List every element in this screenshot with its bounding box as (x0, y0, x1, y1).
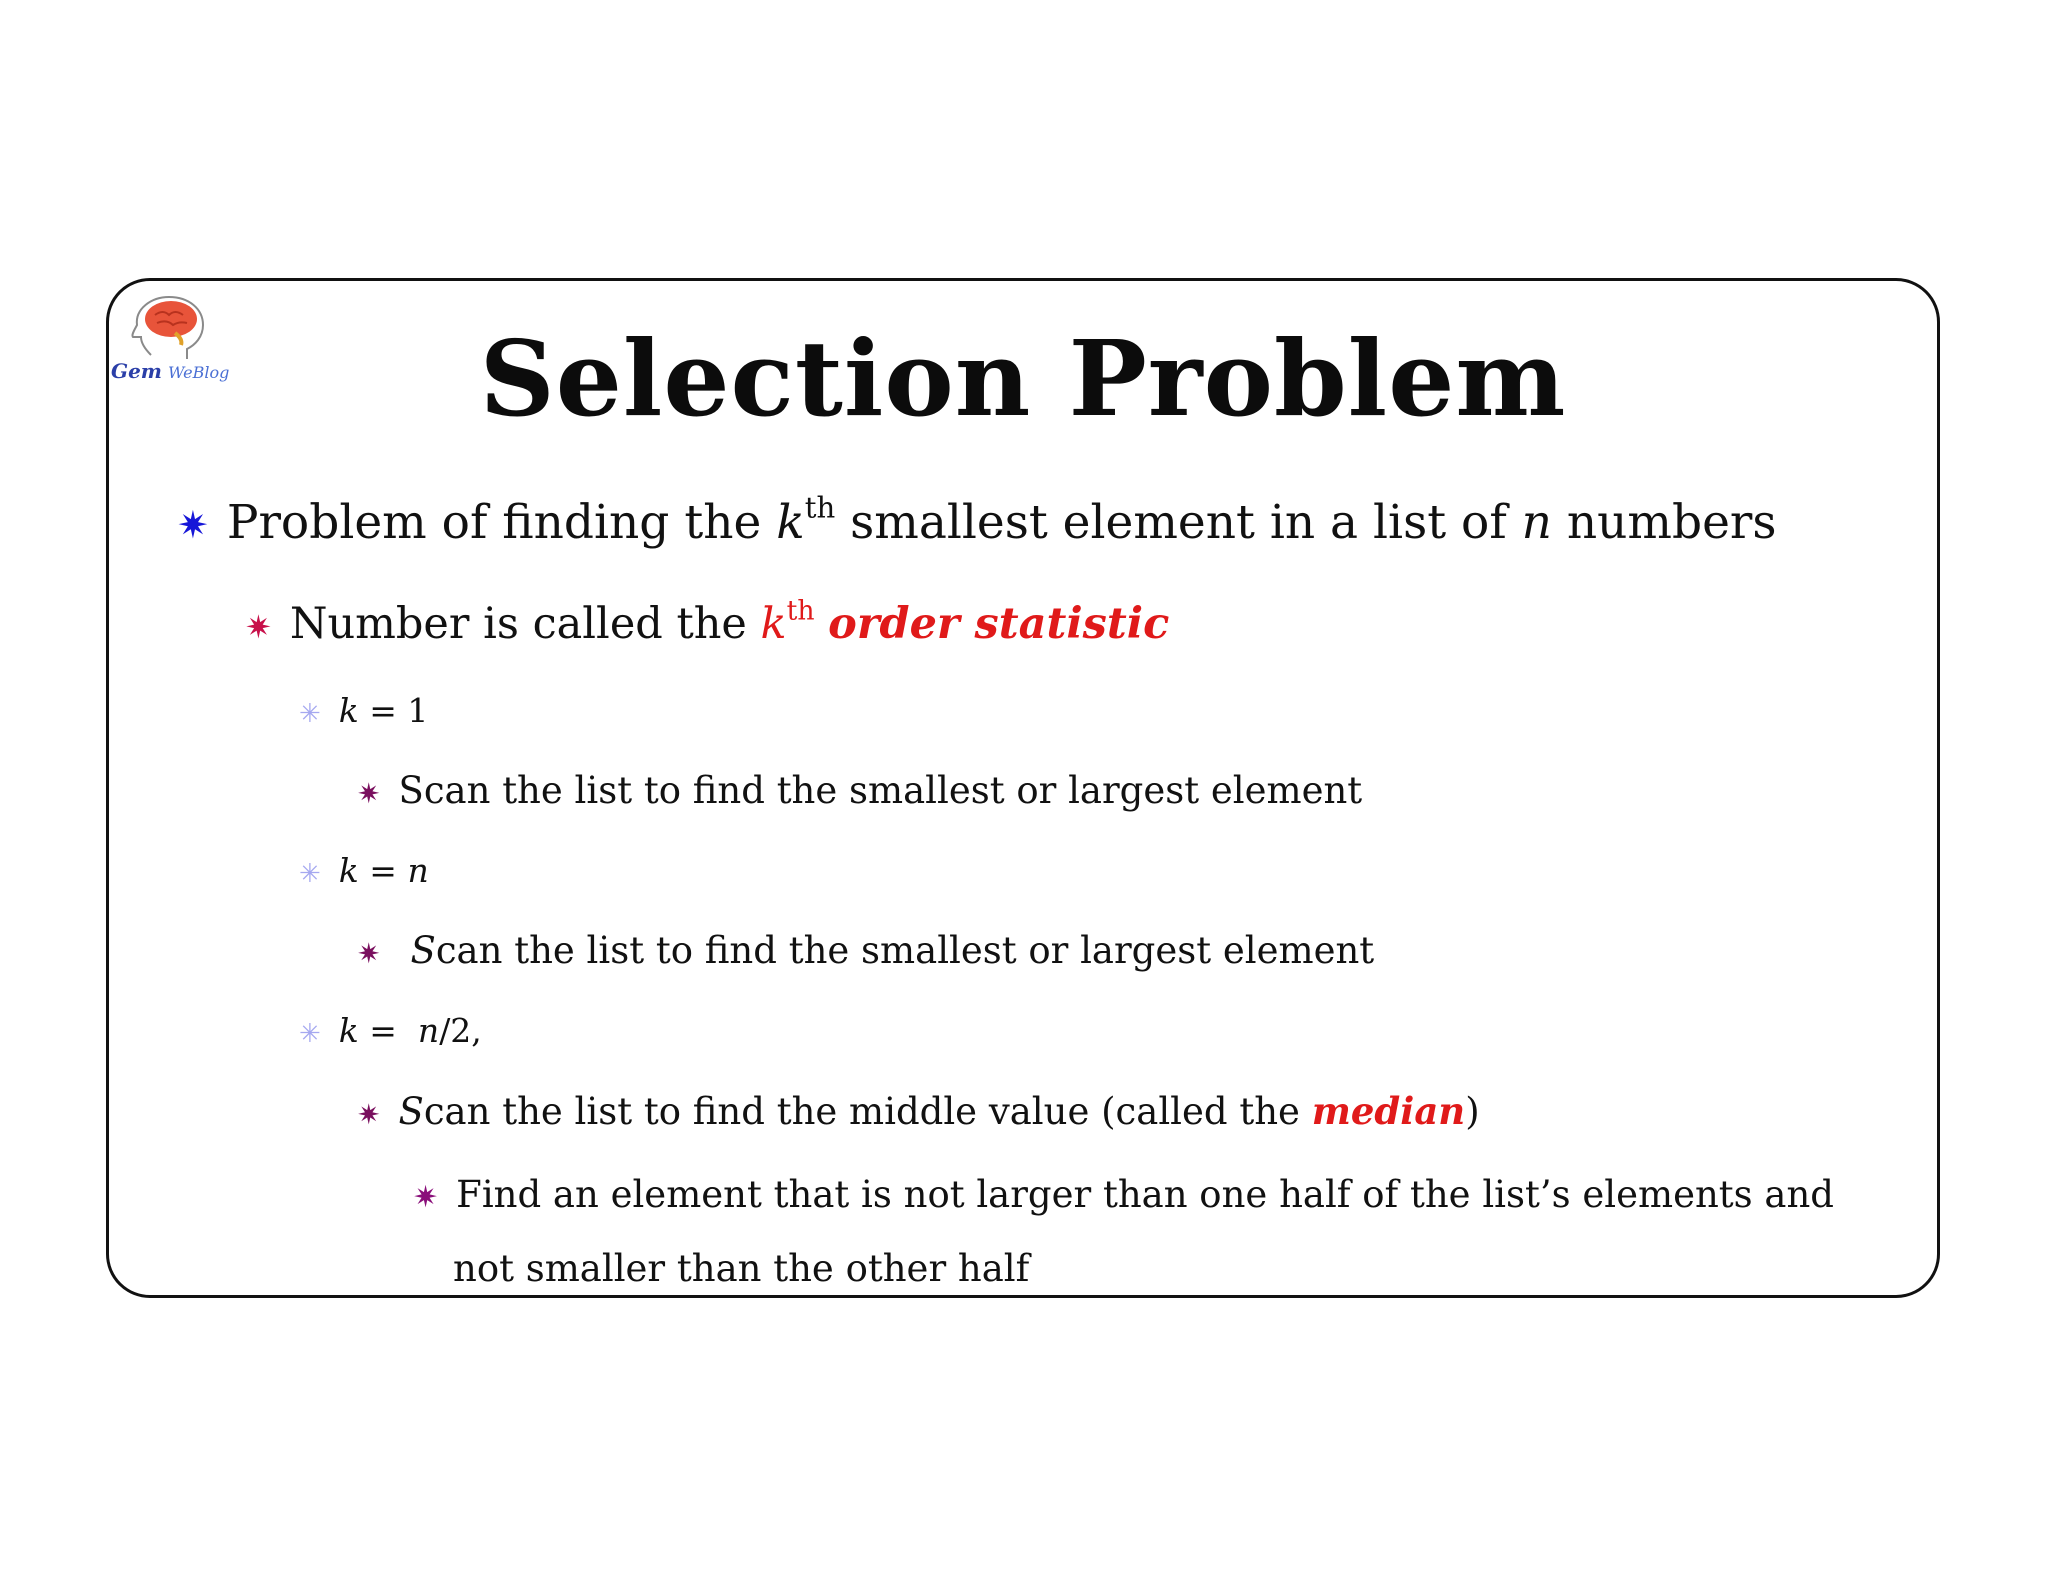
logo-sub: WeBlog (167, 363, 230, 382)
bullet-order-statistic (245, 595, 1170, 649)
bullet-case-k-half (299, 1011, 482, 1050)
math-n: n (417, 1011, 440, 1050)
math-k: k (338, 1011, 359, 1050)
slide-title: Selection Problem (479, 317, 1567, 440)
text: S (410, 929, 436, 972)
logo-brand: Gem (111, 359, 162, 383)
star-bullet-icon: ✷ (245, 608, 272, 646)
text: Find an element that is not larger than one half of the list’s elements and (456, 1173, 1834, 1216)
slide-frame (106, 278, 1940, 1298)
asterisk-bullet-icon: ✳ (299, 859, 321, 889)
bullet-case-k-1-detail (357, 769, 1362, 812)
superscript: th (804, 490, 836, 525)
text: can the list to find the middle value (called the (423, 1090, 1312, 1133)
superscript: th (786, 595, 815, 627)
star-bullet-icon: ✷ (357, 1098, 381, 1131)
star-bullet-icon: ✷ (357, 937, 381, 970)
text: = (358, 851, 408, 890)
math-k: k (776, 495, 805, 550)
bullet-case-k-half-detail (357, 1089, 1480, 1133)
text: numbers (1551, 495, 1777, 550)
math-n: n (407, 851, 429, 890)
text: smallest element in a list of (835, 495, 1522, 550)
bullet-median-definition-cont (453, 1247, 1029, 1290)
text: S (398, 1090, 424, 1133)
text: Problem of finding the (226, 495, 777, 550)
math-n: n (1521, 495, 1552, 550)
asterisk-bullet-icon: ✳ (299, 1019, 321, 1049)
text: can the list to find the smallest or largest element (435, 929, 1375, 972)
bullet-problem-definition (177, 490, 1777, 550)
highlight-term: median (1311, 1089, 1466, 1133)
text: = 1 (358, 691, 429, 730)
text: Number is called the (289, 599, 761, 649)
text: not smaller than the other half (453, 1247, 1030, 1290)
bullet-case-k-n (299, 851, 429, 890)
text: Scan the list to find the smallest or largest element (398, 769, 1363, 812)
bullet-case-k-1 (299, 691, 428, 730)
math-k: k (338, 851, 359, 890)
highlight-term: order statistic (828, 599, 1170, 649)
math-k: k (760, 599, 787, 649)
star-bullet-icon: ✷ (177, 503, 209, 547)
star-bullet-icon: ✷ (413, 1180, 439, 1215)
star-bullet-icon: ✷ (357, 777, 381, 810)
bullet-median-definition (413, 1173, 1834, 1216)
text: /2, (439, 1011, 482, 1050)
text: ) (1465, 1090, 1480, 1133)
bullet-case-k-n-detail (357, 929, 1374, 972)
text: = (358, 1011, 418, 1050)
math-k: k (338, 691, 359, 730)
asterisk-bullet-icon: ✳ (299, 699, 321, 729)
